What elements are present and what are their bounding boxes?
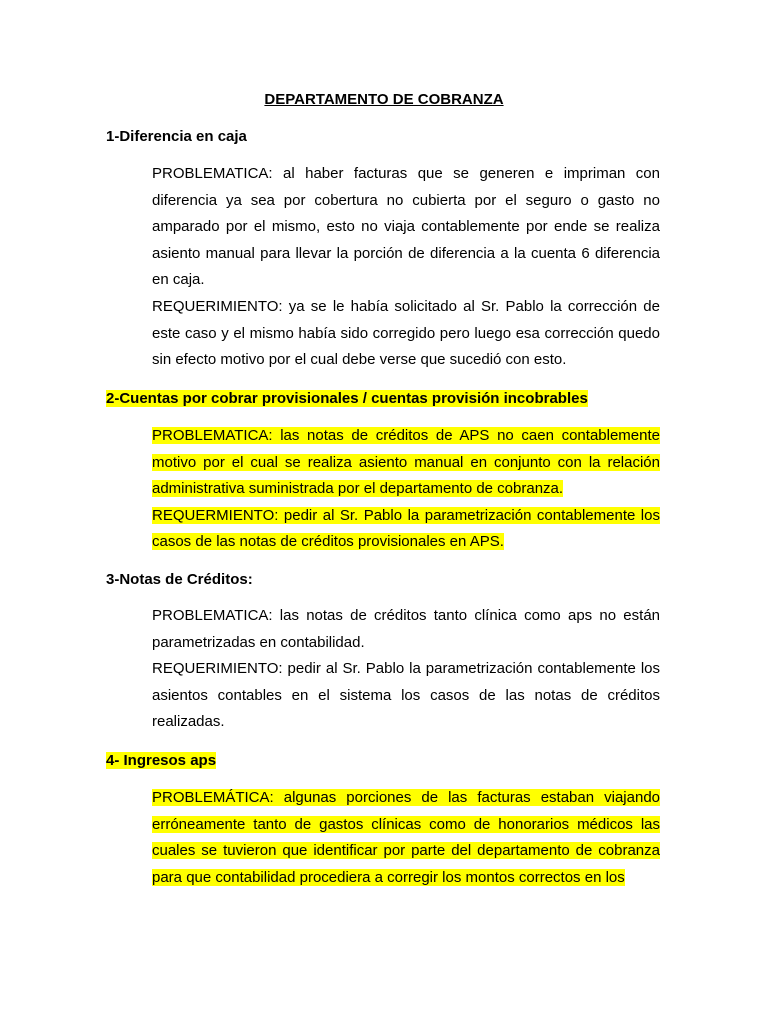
section-2-requerimiento: REQUERMIENTO: pedir al Sr. Pablo la parametrización contablemente los casos de las notas de créditos provisionales en APS. (152, 506, 660, 551)
section-2-body (152, 423, 660, 556)
section-1-requerimiento: REQUERIMIENTO: ya se le había solicitado al Sr. Pablo la corrección de este caso y el mismo había sido corregido pero luego esa corrección quedo sin efecto motivo por el cual debe verse que sucedió con esto. (152, 297, 660, 369)
section-4-problematica: PROBLEMÁTICA: algunas porciones de las facturas estaban viajando erróneamente tanto de gastos clínicas como de honorarios médicos las cuales se tuvieron que identificar por parte del departamento de cobranza para que contabilidad procediera a corregir los montos correctos en los (152, 789, 660, 886)
section-4-body (152, 785, 660, 897)
section-3-body (152, 603, 660, 736)
section-3-requerimiento: REQUERIMIENTO: pedir al Sr. Pablo la parametrización contablemente los asientos contables en el sistema los casos de las notas de créditos realizadas. (152, 660, 660, 731)
section-3-heading: 3-Notas de Créditos: (106, 571, 253, 588)
section-2-heading-text: 2-Cuentas por cobrar provisionales / cuentas provisión incobrables (106, 390, 588, 407)
section-4-heading-text: 4- Ingresos aps (106, 752, 217, 769)
section-3-problematica: PROBLEMATICA: las notas de créditos tanto clínica como aps no están parametrizadas en contabilidad. (152, 607, 660, 651)
section-4-heading (106, 750, 216, 772)
section-1-body (152, 161, 660, 374)
section-2-heading (106, 388, 588, 410)
section-2-problematica: PROBLEMATICA: las notas de créditos de APS no caen contablemente motivo por el cual se realiza asiento manual en conjunto con la relación administrativa suministrada por el departamento de cobranza. (152, 427, 660, 498)
section-1-problematica: PROBLEMATICA: al haber facturas que se generen e impriman con diferencia ya sea por cobertura no cubierta por el seguro o gasto no amparado por el mismo, esto no viaja contablemente por ende se realiza asiento manual para llevar la porción de diferencia a la cuenta 6 diferencia en caja. (152, 165, 660, 289)
document-title: DEPARTAMENTO DE COBRANZA (264, 91, 504, 108)
section-1-heading: 1-Diferencia en caja (106, 128, 247, 145)
